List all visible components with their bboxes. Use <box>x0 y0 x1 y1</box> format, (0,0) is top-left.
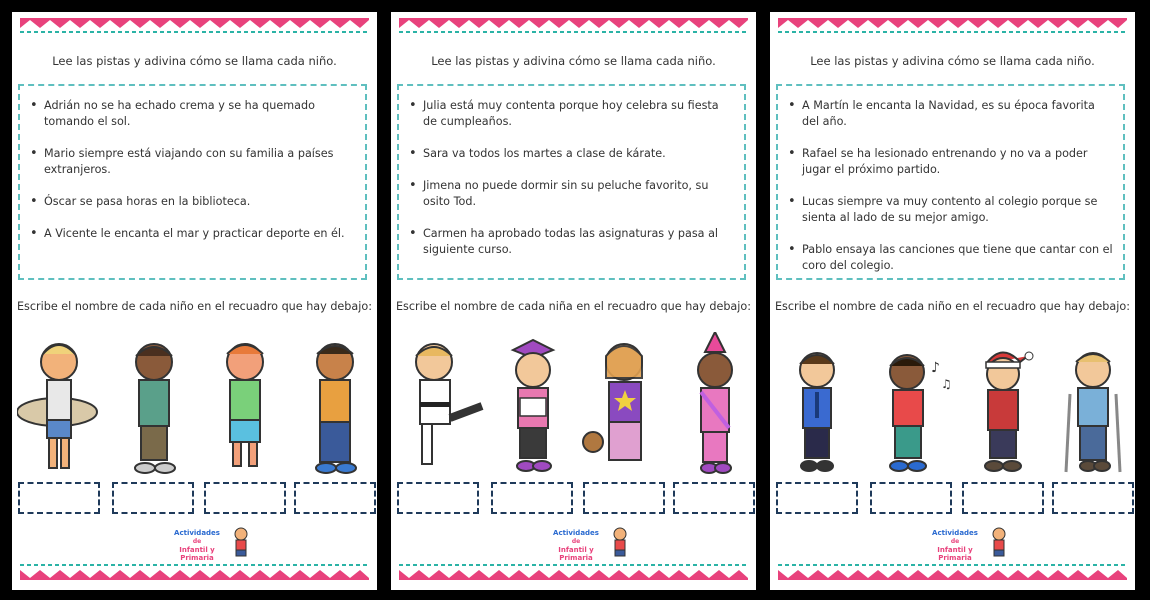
worksheet-title: Lee las pistas y adivina cómo se llama cada niño. <box>52 54 337 68</box>
boy-surfboard-illustration <box>17 332 107 480</box>
clues-box <box>776 84 1125 280</box>
boy-school-illustration <box>775 332 865 480</box>
boy-traveler-illustration <box>109 332 199 480</box>
answer-box[interactable] <box>870 482 952 514</box>
answer-box[interactable] <box>112 482 194 514</box>
logo <box>162 527 252 562</box>
worksheet-2 <box>391 12 756 590</box>
decorative-top-border <box>12 18 377 36</box>
kids-illustrations <box>391 332 756 482</box>
logo-line-3: Infantil y Primaria <box>937 546 973 562</box>
logo-line-3: Infantil y Primaria <box>179 546 215 562</box>
instruction-text: Escribe el nombre de cada niña en el recuadro que hay debajo: <box>395 300 752 313</box>
answer-box[interactable] <box>673 482 755 514</box>
clue-item: • Mario siempre está viajando con su familia a países extranjeros. <box>42 146 355 178</box>
decorative-top-border <box>770 18 1135 36</box>
decorative-bottom-border <box>770 562 1135 580</box>
logo-kid-icon <box>232 527 250 557</box>
clue-item: • Lucas siempre va muy contento al colegio porque se sienta al lado de su mejor amigo. <box>800 194 1113 226</box>
answer-boxes <box>397 482 750 516</box>
answer-box[interactable] <box>18 482 100 514</box>
svg-text:♪: ♪ <box>931 360 940 376</box>
boy-christmas-illustration <box>958 332 1048 480</box>
clue-item: • Carmen ha aprobado todas las asignaturas y pasa al siguiente curso. <box>421 226 734 258</box>
logo-line-1: Actividades <box>174 529 220 537</box>
logo-kid-icon <box>611 527 629 557</box>
clue-item: • A Martín le encanta la Navidad, es su época favorita del año. <box>800 98 1113 130</box>
answer-box[interactable] <box>1052 482 1134 514</box>
girl-graduate-illustration <box>488 332 578 480</box>
answer-boxes <box>776 482 1129 516</box>
decorative-bottom-border <box>391 562 756 580</box>
boy-reader-illustration <box>290 332 380 480</box>
answer-box[interactable] <box>491 482 573 514</box>
clues-box <box>397 84 746 280</box>
worksheet-1 <box>12 12 377 590</box>
logo <box>920 527 1010 562</box>
answer-box[interactable] <box>962 482 1044 514</box>
clues-box <box>18 84 367 280</box>
logo-line-3: Infantil y Primaria <box>558 546 594 562</box>
decorative-bottom-border <box>12 562 377 580</box>
boy-crutches-illustration <box>1048 332 1138 480</box>
logo-line-1: Actividades <box>553 529 599 537</box>
answer-box[interactable] <box>583 482 665 514</box>
clue-item: • Sara va todos los martes a clase de kárate. <box>421 146 734 162</box>
answer-box[interactable] <box>294 482 376 514</box>
worksheet-3 <box>770 12 1135 590</box>
logo <box>541 527 631 562</box>
boy-sunburnt-illustration <box>200 332 290 480</box>
clue-item: • Adrián no se ha echado crema y se ha quemado tomando el sol. <box>42 98 355 130</box>
worksheet-title: Lee las pistas y adivina cómo se llama cada niño. <box>431 54 716 68</box>
kids-illustrations <box>770 332 1135 482</box>
instruction-text: Escribe el nombre de cada niño en el recuadro que hay debajo: <box>774 300 1130 313</box>
answer-box[interactable] <box>397 482 479 514</box>
clue-item: • Julia está muy contenta porque hoy celebra su fiesta de cumpleaños. <box>421 98 734 130</box>
clue-item: • A Vicente le encanta el mar y practicar deporte en él. <box>42 226 355 242</box>
kids-illustrations <box>12 332 377 482</box>
worksheet-title: Lee las pistas y adivina cómo se llama cada niño. <box>810 54 1095 68</box>
boy-singing-illustration <box>867 332 957 480</box>
logo-line-2: de <box>950 538 960 545</box>
logo-line-2: de <box>571 538 581 545</box>
clue-item: • Óscar se pasa horas en la biblioteca. <box>42 194 355 210</box>
svg-text:♫: ♫ <box>941 377 952 391</box>
logo-kid-icon <box>990 527 1008 557</box>
clue-item: • Jimena no puede dormir sin su peluche favorito, su osito Tod. <box>421 178 734 210</box>
clue-item: • Pablo ensaya las canciones que tiene que cantar con el coro del colegio. <box>800 242 1113 274</box>
logo-line-1: Actividades <box>932 529 978 537</box>
decorative-top-border <box>391 18 756 36</box>
answer-box[interactable] <box>204 482 286 514</box>
answer-boxes <box>18 482 371 516</box>
girl-birthday-illustration <box>669 332 759 480</box>
girl-karate-illustration <box>396 332 486 480</box>
clue-item: • Rafael se ha lesionado entrenando y no va a poder jugar el próximo partido. <box>800 146 1113 178</box>
answer-box[interactable] <box>776 482 858 514</box>
logo-line-2: de <box>192 538 202 545</box>
instruction-text: Escribe el nombre de cada niño en el recuadro que hay debajo: <box>16 300 372 313</box>
girl-teddy-illustration <box>579 332 669 480</box>
